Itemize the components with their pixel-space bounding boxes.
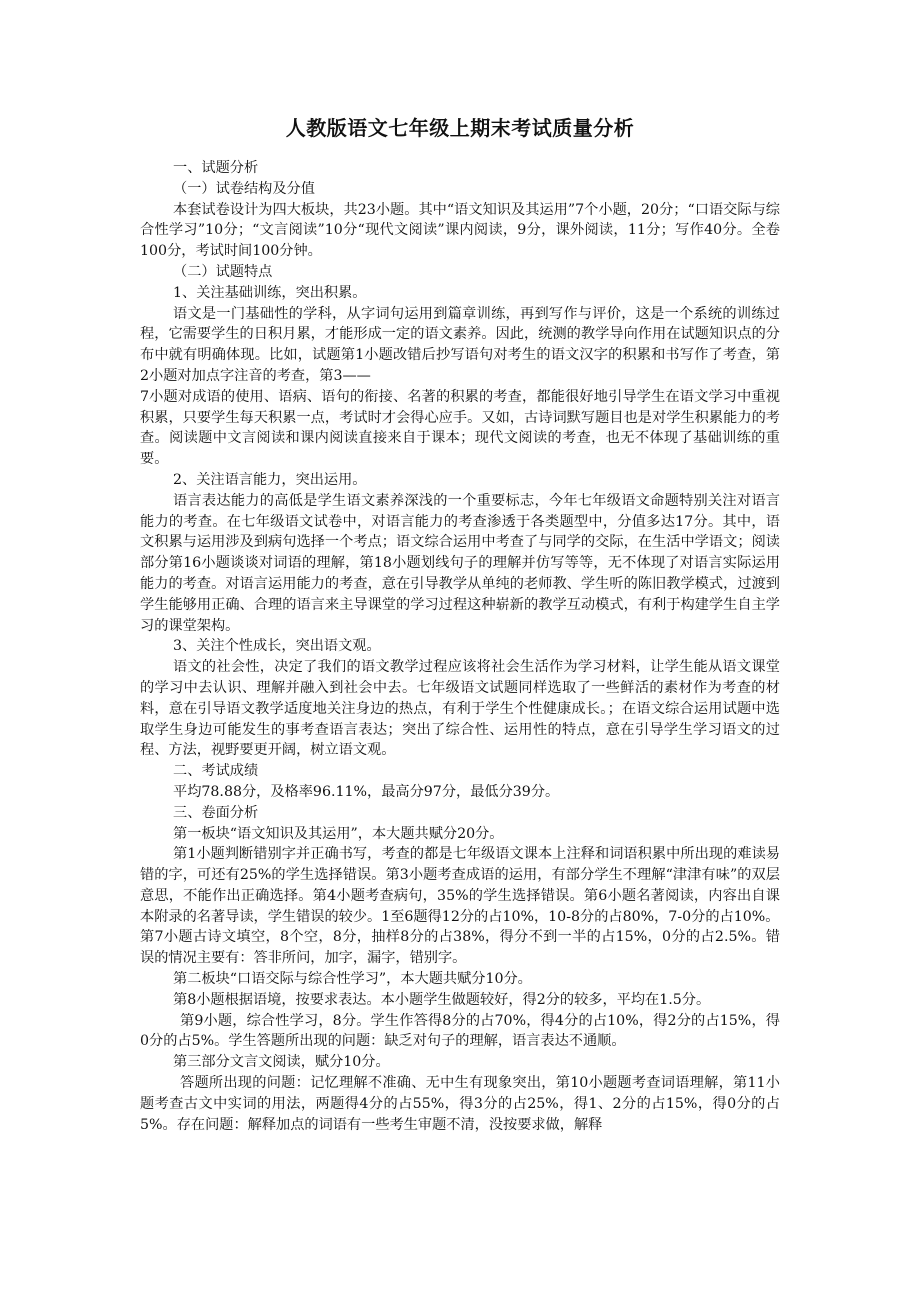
- subsection-heading: （二）试题特点: [173, 263, 273, 280]
- paragraph: 答题所出现的问题：记忆理解不准确、无中生有现象突出，第10小题题考查词语理解，第11小题考查古文中实词的用法，两题得4分的占55%，得3分的占25%，得1、2分的占15%，得0分的占5%。存在问题：解释加点的词语有一些考生审题不清，没按要求做，解释: [140, 1075, 780, 1133]
- point-heading: 3、关注个性成长，突出语文观。: [173, 638, 381, 655]
- paragraph: 平均78.88分，及格率96.11%，最高分97分，最低分39分。: [173, 783, 560, 800]
- section-heading: 一、试题分析: [173, 160, 259, 176]
- point-heading: 2、关注语言能力，突出运用。: [173, 471, 367, 488]
- section-heading: 三、卷面分析: [173, 804, 259, 821]
- document-body: [140, 158, 780, 1135]
- paragraph: 语言表达能力的高低是学生语文素养深浅的一个重要标志，今年七年级语文命题特别关注对语言能力的考查。在七年级语文试卷中，对语言能力的考查渗透于各类题型中，分值多达17分。其中，语文积累与运用涉及到病句选择一个考点；语文综合运用中考查了与同学的交际，在生活中学语文；阅读部分第16小题谈谈对词语的理解，第18小题划线句子的理解并仿写等等，无不体现了对语言实际运用能力的考查。对语言运用能力的考查，意在引导教学从单纯的老师教、学生听的陈旧教学模式，过渡到学生能够用正确、合理的语言来主导课堂的学习过程这种崭新的教学互动模式，有利于构建学生自主学习的课堂架构。: [140, 492, 780, 634]
- paragraph: 语文是一门基础性的学科，从字词句运用到篇章训练，再到写作与评价，这是一个系统的训练过程，它需要学生的日积月累，才能形成一定的语文素养。因此，统测的教学导向作用在试题知识点的分布中就有明确体现。比如，试题第1小题改错后抄写语句对考生的语文汉字的积累和书写作了考查，第2小题对加点字注音的考查，第3——: [140, 305, 780, 384]
- paragraph: 第8小题根据语境，按要求表达。本小题学生做题较好，得2分的较多，平均在1.5分。: [173, 991, 711, 1008]
- point-heading: 1、关注基础训练，突出积累。: [173, 284, 367, 301]
- paragraph: 第7小题古诗文填空，8个空，8分，抽样8分的占38%，得分不到一半的占15%，0分的占2.5%。错误的情况主要有：答非所问，加字，漏字，错别字。: [140, 929, 780, 967]
- paragraph: 第9小题，综合性学习，8分。学生作答得8分的占70%，得4分的占10%，得2分的占15%，得0分的占5%。学生答题所出现的问题：缺乏对句子的理解，语言表达不通顺。: [140, 1012, 780, 1050]
- document-title: 人教版语文七年级上期末考试质量分析: [285, 116, 635, 140]
- paragraph: 语文的社会性，决定了我们的语文教学过程应该将社会生活作为学习材料，让学生能从语文课堂的学习中去认识、理解并融入到社会中去。七年级语文试题同样选取了一些鲜活的素材作为考查的材料，意在引导语文教学适度地关注身边的热点，有利于学生个性健康成长。；在语文综合运用试题中选取学生身边可能发生的事考查语言表达；突出了综合性、运用性的特点，意在引导学生学习语文的过程、方法，视野要更开阔，树立语文观。: [140, 659, 780, 759]
- paragraph: 第1小题判断错别字并正确书写，考查的都是七年级语文课本上注释和词语积累中所出现的难读易错的字，可还有25%的学生选择错误。第3小题考查成语的运用，有部分学生不理解“津津有味”的双层意思，不能作出正确选择。第4小题考查病句，35%的学生选择错误。第6小题名著阅读，内容出自课本附录的名著导读，学生错误的较少。1至6题得12分的占10%，10-8分的占80%，7-0分的占10%。: [140, 846, 780, 925]
- paragraph: 第二板块“口语交际与综合性学习”，本大题共赋分10分。: [173, 971, 532, 988]
- paragraph: 第一板块“语文知识及其运用”，本大题共赋分20分。: [173, 825, 504, 842]
- subsection-heading: （一）试卷结构及分值: [173, 180, 315, 197]
- section-heading: 二、考试成绩: [173, 763, 259, 780]
- paragraph: 本套试卷设计为四大板块，共23小题。其中“语文知识及其运用”7个小题，20分；“口语交际与综合性学习”10分；“文言阅读”10分“现代文阅读”课内阅读，9分，课外阅读，11分；写作40分。全卷100分，考试时间100分钟。: [140, 201, 780, 260]
- paragraph: 7小题对成语的使用、语病、语句的衔接、名著的积累的考查，都能很好地引导学生在语文学习中重视积累，只要学生每天积累一点，考试时才会得心应手。又如，古诗词默写题目也是对学生积累能力的考查。阅读题中文言阅读和课内阅读直接来自于课本；现代文阅读的考查，也无不体现了基础训练的重要。: [140, 388, 780, 468]
- paragraph: 第三部分文言文阅读，赋分10分。: [173, 1054, 390, 1071]
